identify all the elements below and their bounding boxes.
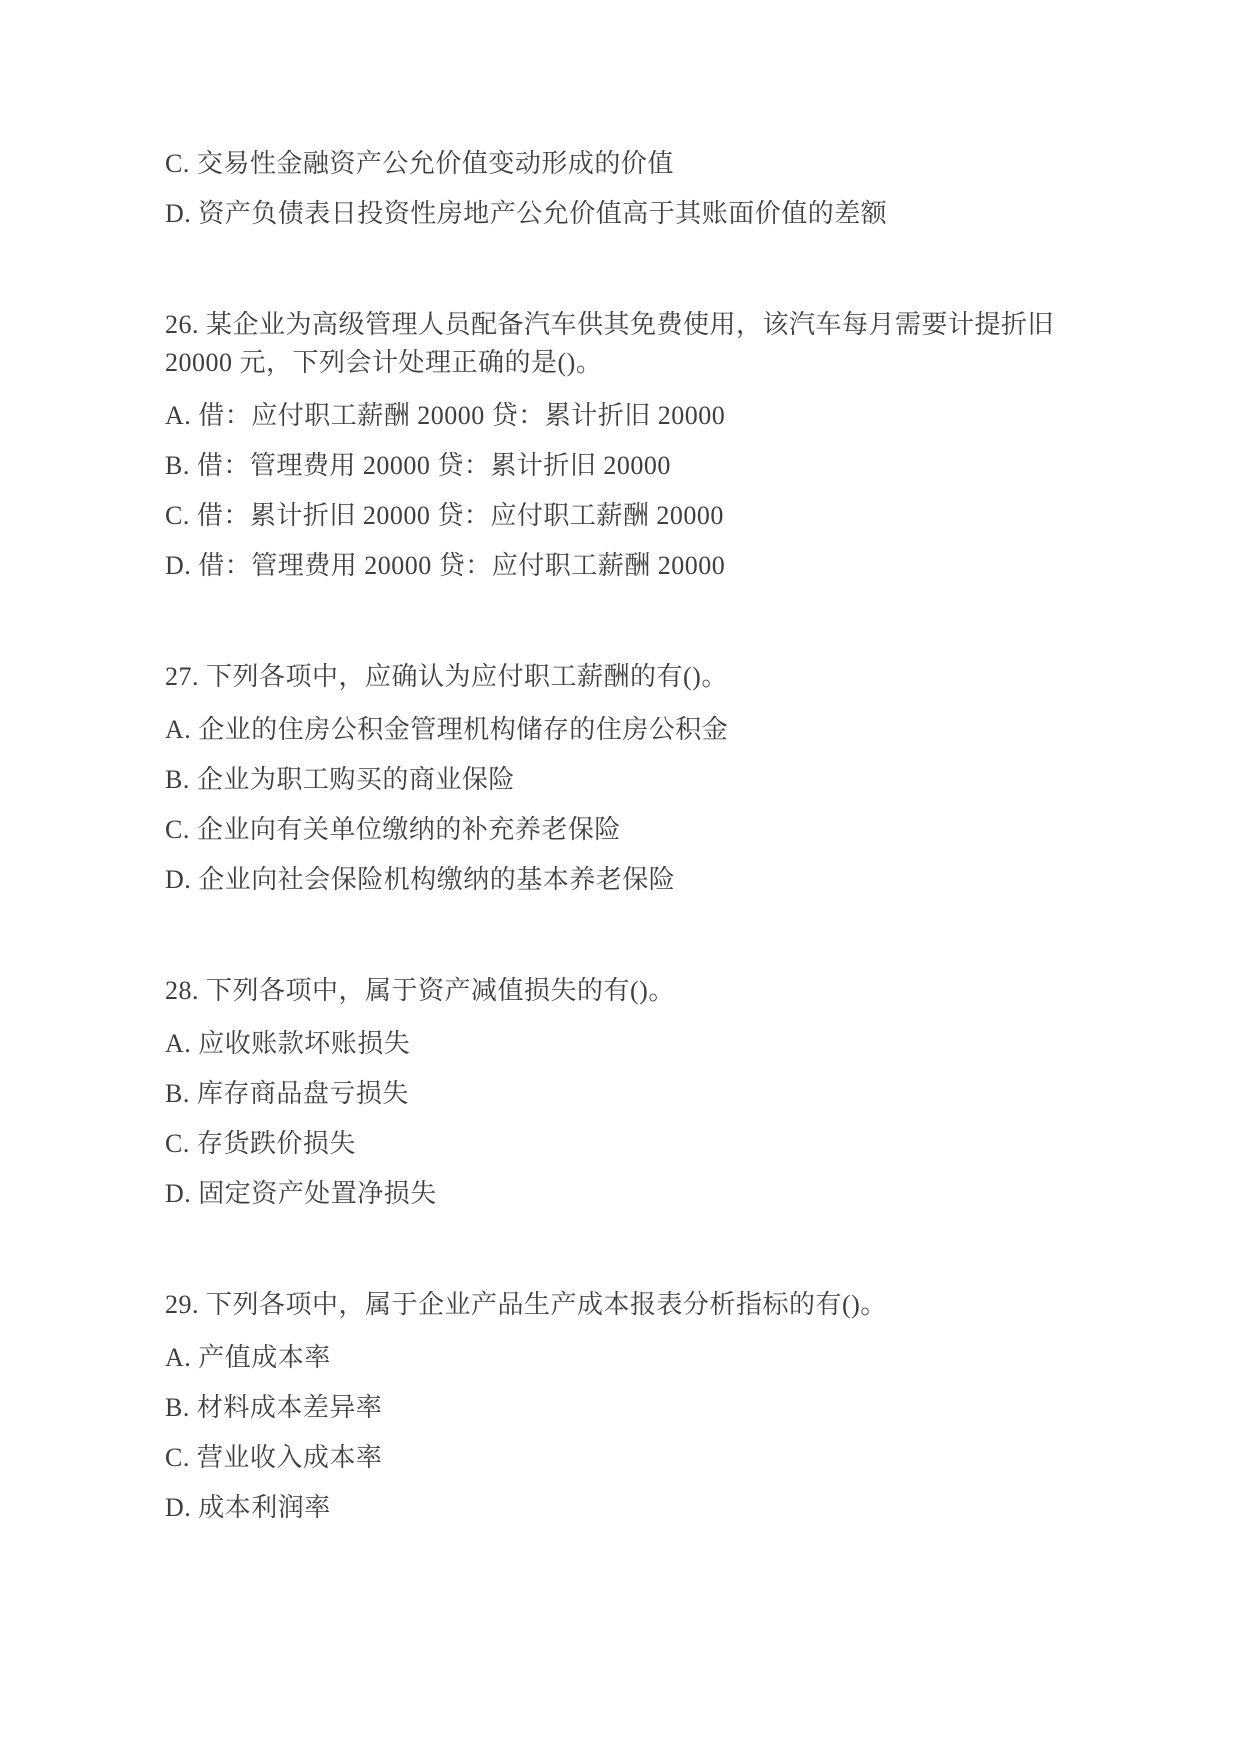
option-line: C. 存货跌价损失 (165, 1129, 356, 1158)
option-line: B. 企业为职工购买的商业保险 (165, 765, 515, 794)
option-line: C. 营业收入成本率 (165, 1443, 383, 1472)
option-line: D. 成本利润率 (165, 1493, 331, 1522)
question-stem: 28. 下列各项中，属于资产减值损失的有()。 (165, 976, 675, 1005)
option-line: C. 企业向有关单位缴纳的补充养老保险 (165, 815, 621, 844)
question-26 (165, 306, 1090, 580)
option-line: D. 固定资产处置净损失 (165, 1179, 437, 1208)
option-line: A. 借：应付职工薪酬 20000 贷：累计折旧 20000 (165, 401, 726, 430)
option-line: B. 库存商品盘亏损失 (165, 1079, 409, 1108)
option-line: D. 借：管理费用 20000 贷：应付职工薪酬 20000 (165, 551, 726, 580)
option-line: B. 材料成本差异率 (165, 1393, 383, 1422)
option-line: A. 应收账款坏账损失 (165, 1029, 411, 1058)
option-line: C. 借：累计折旧 20000 贷：应付职工薪酬 20000 (165, 501, 724, 530)
question-27 (165, 658, 1090, 894)
continued-options (165, 150, 1090, 228)
option-line: D. 资产负债表日投资性房地产公允价值高于其账面价值的差额 (165, 199, 888, 228)
option-line: C. 交易性金融资产公允价值变动形成的价值 (165, 149, 674, 178)
question-stem: 26. 某企业为高级管理人员配备汽车供其免费使用，该汽车每月需要计提折旧 20000 元，下列会计处理正确的是()。 (165, 310, 1055, 377)
option-line: A. 企业的住房公积金管理机构储存的住房公积金 (165, 715, 729, 744)
question-28 (165, 972, 1090, 1208)
question-29 (165, 1286, 1090, 1522)
option-line: D. 企业向社会保险机构缴纳的基本养老保险 (165, 865, 676, 894)
question-stem: 29. 下列各项中，属于企业产品生产成本报表分析指标的有()。 (165, 1290, 887, 1319)
option-line: B. 借：管理费用 20000 贷：累计折旧 20000 (165, 451, 671, 480)
question-stem: 27. 下列各项中，应确认为应付职工薪酬的有()。 (165, 662, 728, 691)
option-line: A. 产值成本率 (165, 1343, 331, 1372)
